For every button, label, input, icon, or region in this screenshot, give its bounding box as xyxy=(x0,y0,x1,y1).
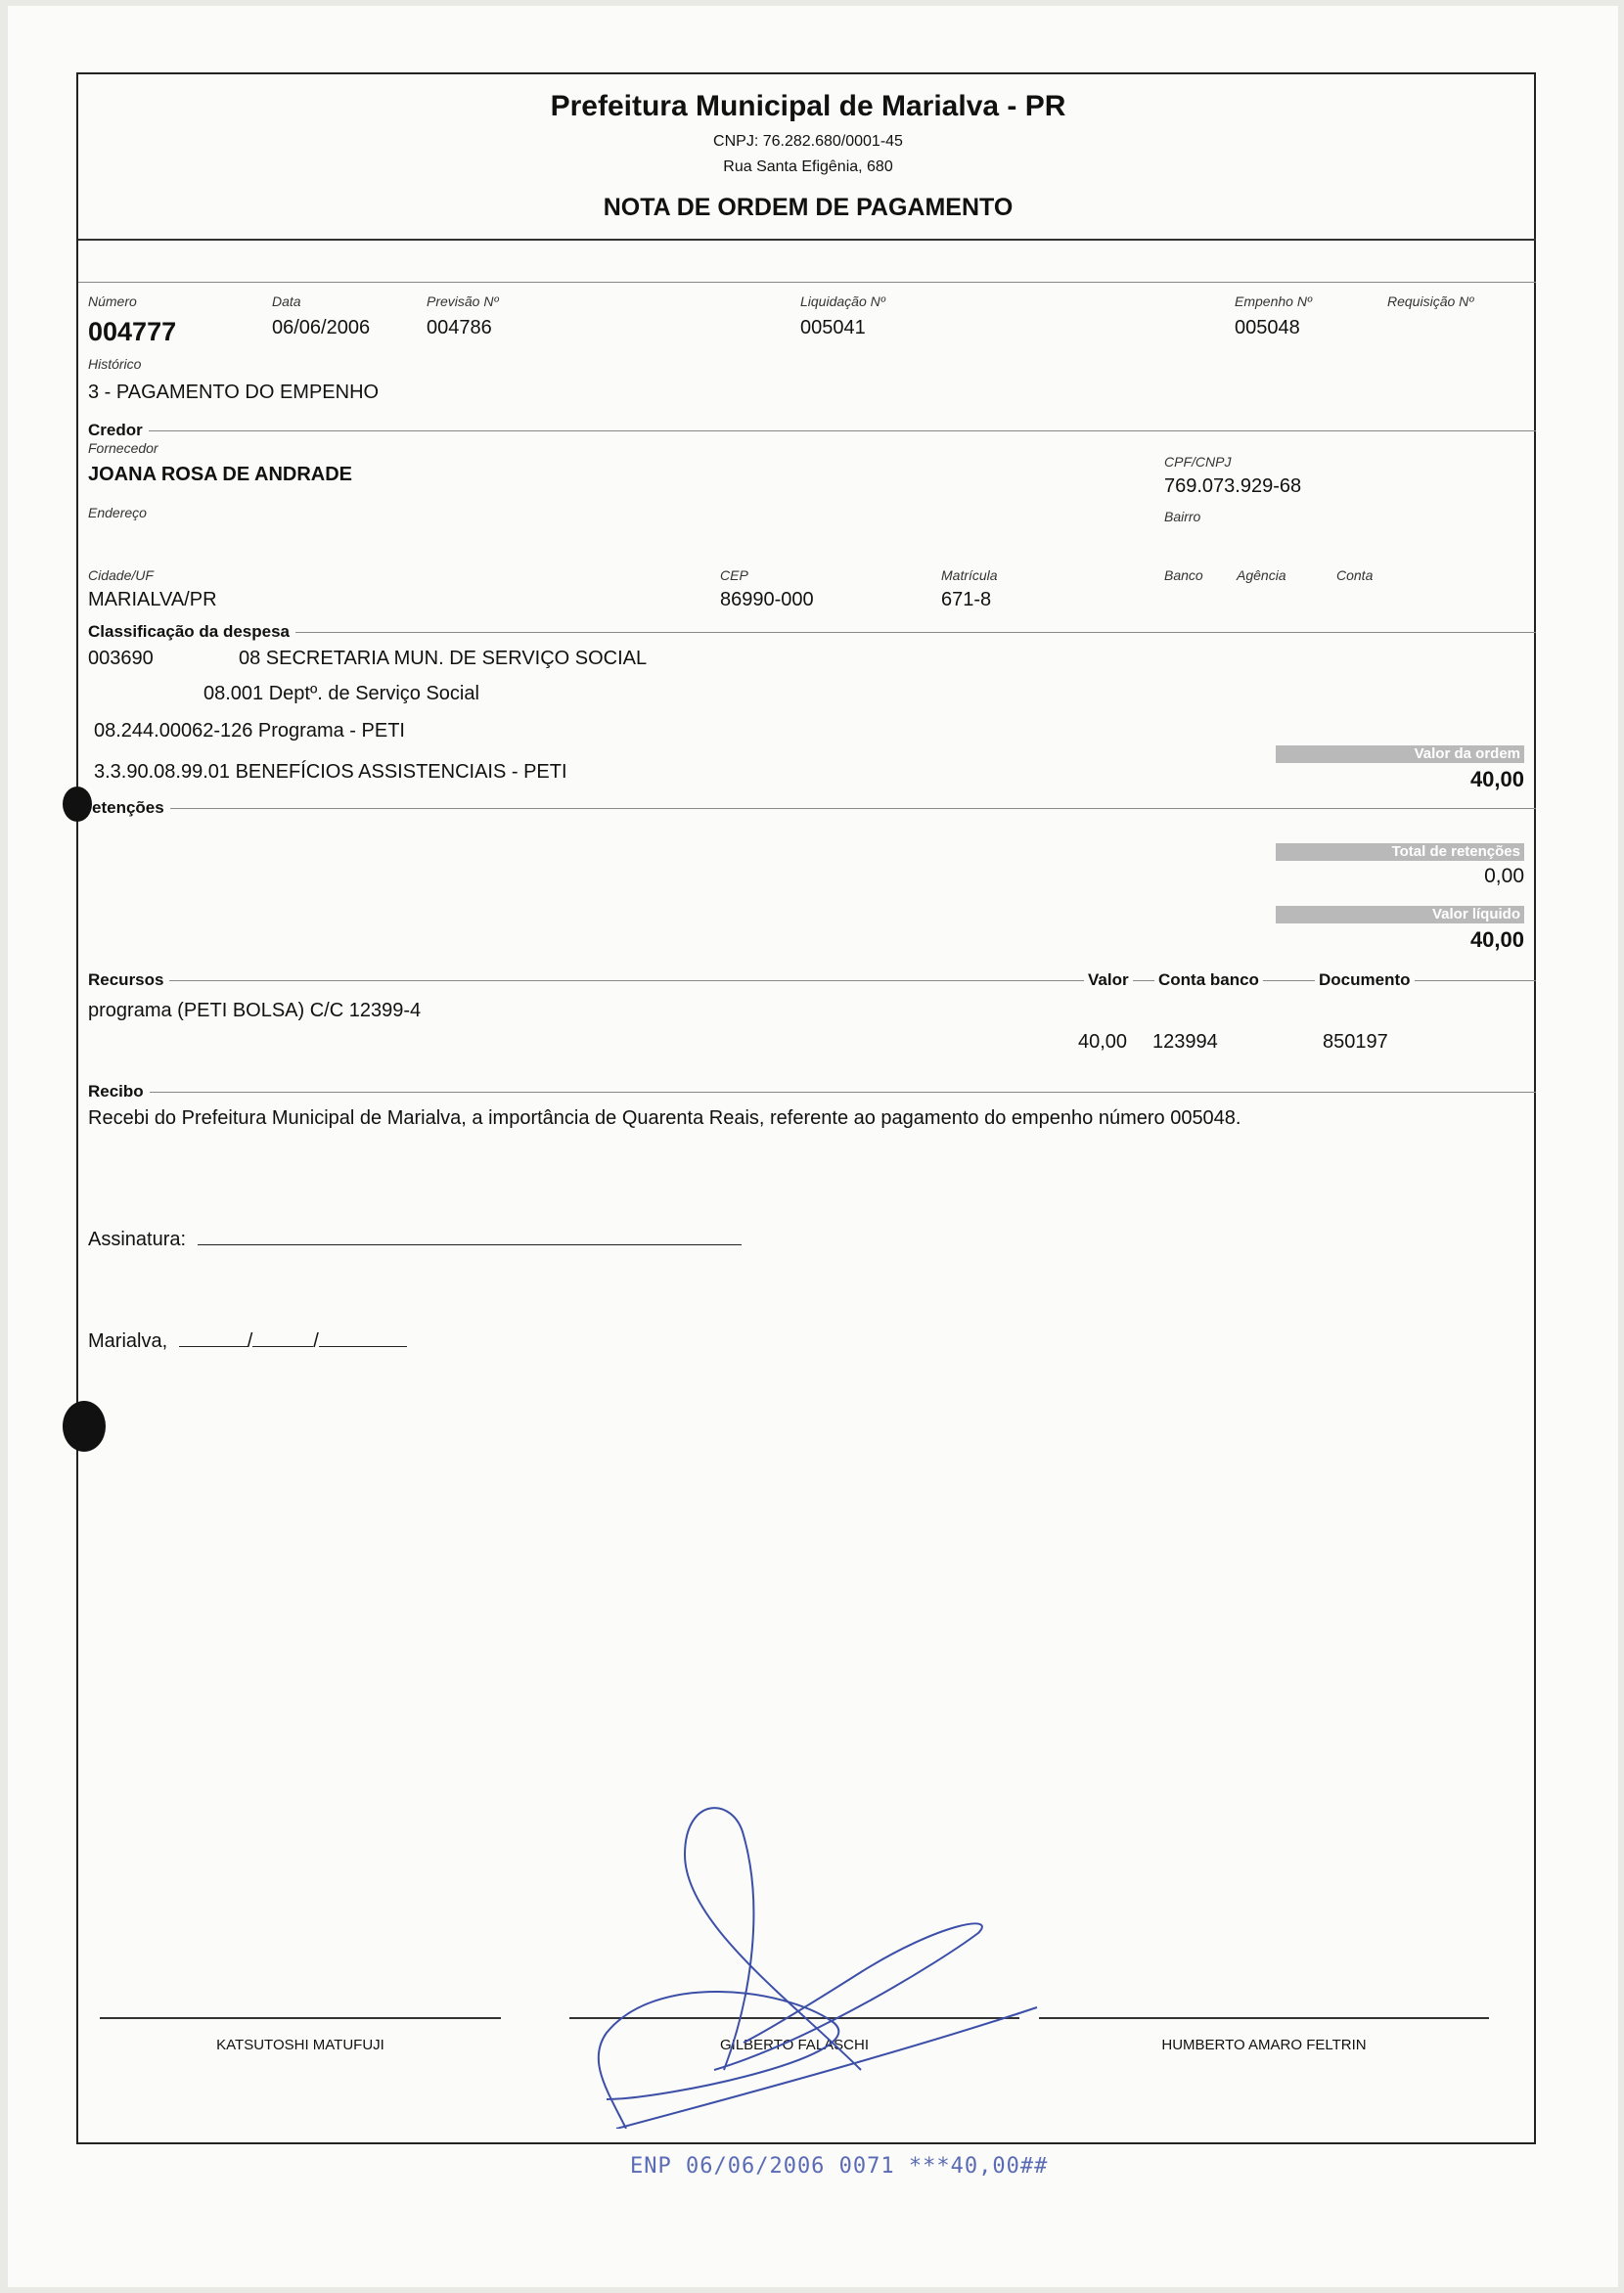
document-frame xyxy=(76,72,1536,2144)
header-divider xyxy=(78,239,1536,241)
recursos-documento-header: Documento xyxy=(1315,970,1415,990)
cpf-value: 769.073.929-68 xyxy=(1164,475,1302,497)
signature-line-1 xyxy=(100,2017,501,2019)
document-page xyxy=(8,6,1618,2287)
local-label: Marialva, xyxy=(88,1330,168,1352)
cidade-value: MARIALVA/PR xyxy=(88,589,217,610)
local-data-line: Marialva, / / xyxy=(88,1328,407,1353)
cpf-label: CPF/CNPJ xyxy=(1164,454,1232,470)
assinatura-blank xyxy=(198,1227,742,1245)
historico-label: Histórico xyxy=(88,356,142,372)
data-label: Data xyxy=(272,293,301,309)
matricula-value: 671-8 xyxy=(941,589,992,610)
valor-ordem-value: 40,00 xyxy=(1469,767,1524,791)
numero-value: 004777 xyxy=(88,317,177,346)
recursos-section-title: Recursos xyxy=(88,970,169,990)
requisicao-label: Requisição Nº xyxy=(1387,293,1474,309)
recursos-descricao: programa (PETI BOLSA) C/C 12399-4 xyxy=(88,1000,422,1021)
recursos-valor-header: Valor xyxy=(1084,970,1133,990)
total-retencoes-value: 0,00 xyxy=(1484,865,1524,887)
endereco-label: Endereço xyxy=(88,505,147,520)
valor-liquido-label: Valor líquido xyxy=(1276,906,1524,923)
cidade-label: Cidade/UF xyxy=(88,567,154,583)
classificacao-section-title: Classificação da despesa xyxy=(88,622,295,642)
fornecedor-value: JOANA ROSA DE ANDRADE xyxy=(88,464,353,485)
valor-ordem-label: Valor da ordem xyxy=(1276,745,1524,763)
cep-label: CEP xyxy=(720,567,748,583)
signature-name-2: GILBERTO FALASCHI xyxy=(720,2037,869,2053)
retencoes-section-title: etenções xyxy=(92,798,170,818)
empenho-label: Empenho Nº xyxy=(1235,293,1313,309)
previsao-label: Previsão Nº xyxy=(427,293,499,309)
empenho-value: 005048 xyxy=(1235,317,1300,338)
payment-stamp: ENP 06/06/2006 0071 ***40,00## xyxy=(630,2154,1049,2179)
signature-name-3: HUMBERTO AMARO FELTRIN xyxy=(1161,2037,1367,2053)
signature-name-1: KATSUTOSHI MATUFUJI xyxy=(216,2037,384,2053)
assinatura-line xyxy=(88,1227,742,1251)
historico-value: 3 - PAGAMENTO DO EMPENHO xyxy=(88,382,380,403)
classificacao-programa: 08.244.00062-126 Programa - PETI xyxy=(94,720,405,742)
org-cnpj: CNPJ: 76.282.680/0001-45 xyxy=(713,133,903,150)
handwritten-signature xyxy=(567,1776,1115,2129)
fornecedor-label: Fornecedor xyxy=(88,440,158,456)
classificacao-code: 003690 xyxy=(88,648,154,669)
recursos-conta-header: Conta banco xyxy=(1154,970,1263,990)
recibo-section-title: Recibo xyxy=(88,1082,150,1102)
classificacao-elemento: 3.3.90.08.99.01 BENEFÍCIOS ASSISTENCIAIS - PETI xyxy=(94,761,567,783)
banco-label: Banco xyxy=(1164,567,1203,583)
recibo-text: Recebi do Prefeitura Municipal de Marialva, a importância de Quarenta Reais, referente ao pagamento do empenho número 005048. xyxy=(88,1107,1241,1129)
liquidacao-label: Liquidação Nº xyxy=(800,293,885,309)
document-title: NOTA DE ORDEM DE PAGAMENTO xyxy=(603,194,1014,221)
cep-value: 86990-000 xyxy=(720,589,814,610)
valor-liquido-value: 40,00 xyxy=(1469,927,1524,952)
previsao-value: 004786 xyxy=(427,317,492,338)
recursos-documento: 850197 xyxy=(1323,1031,1388,1053)
conta-label: Conta xyxy=(1336,567,1374,583)
numero-label: Número xyxy=(88,293,137,309)
classificacao-orgao: 08 SECRETARIA MUN. DE SERVIÇO SOCIAL xyxy=(239,648,648,669)
bairro-label: Bairro xyxy=(1164,509,1201,524)
punch-hole-blot xyxy=(63,787,92,822)
classificacao-unidade: 08.001 Deptº. de Serviço Social xyxy=(203,683,479,704)
recursos-conta: 123994 xyxy=(1152,1031,1218,1053)
recursos-valor: 40,00 xyxy=(1078,1031,1128,1053)
org-name: Prefeitura Municipal de Marialva - PR xyxy=(550,90,1066,122)
org-address: Rua Santa Efigênia, 680 xyxy=(723,158,893,175)
total-retencoes-label: Total de retenções xyxy=(1276,843,1524,861)
data-value: 06/06/2006 xyxy=(272,317,371,338)
assinatura-label: Assinatura: xyxy=(88,1229,187,1250)
punch-hole-blot xyxy=(63,1401,106,1452)
matricula-label: Matrícula xyxy=(941,567,998,583)
agencia-label: Agência xyxy=(1237,567,1286,583)
credor-section-title: Credor xyxy=(88,421,149,440)
liquidacao-value: 005041 xyxy=(800,317,866,338)
